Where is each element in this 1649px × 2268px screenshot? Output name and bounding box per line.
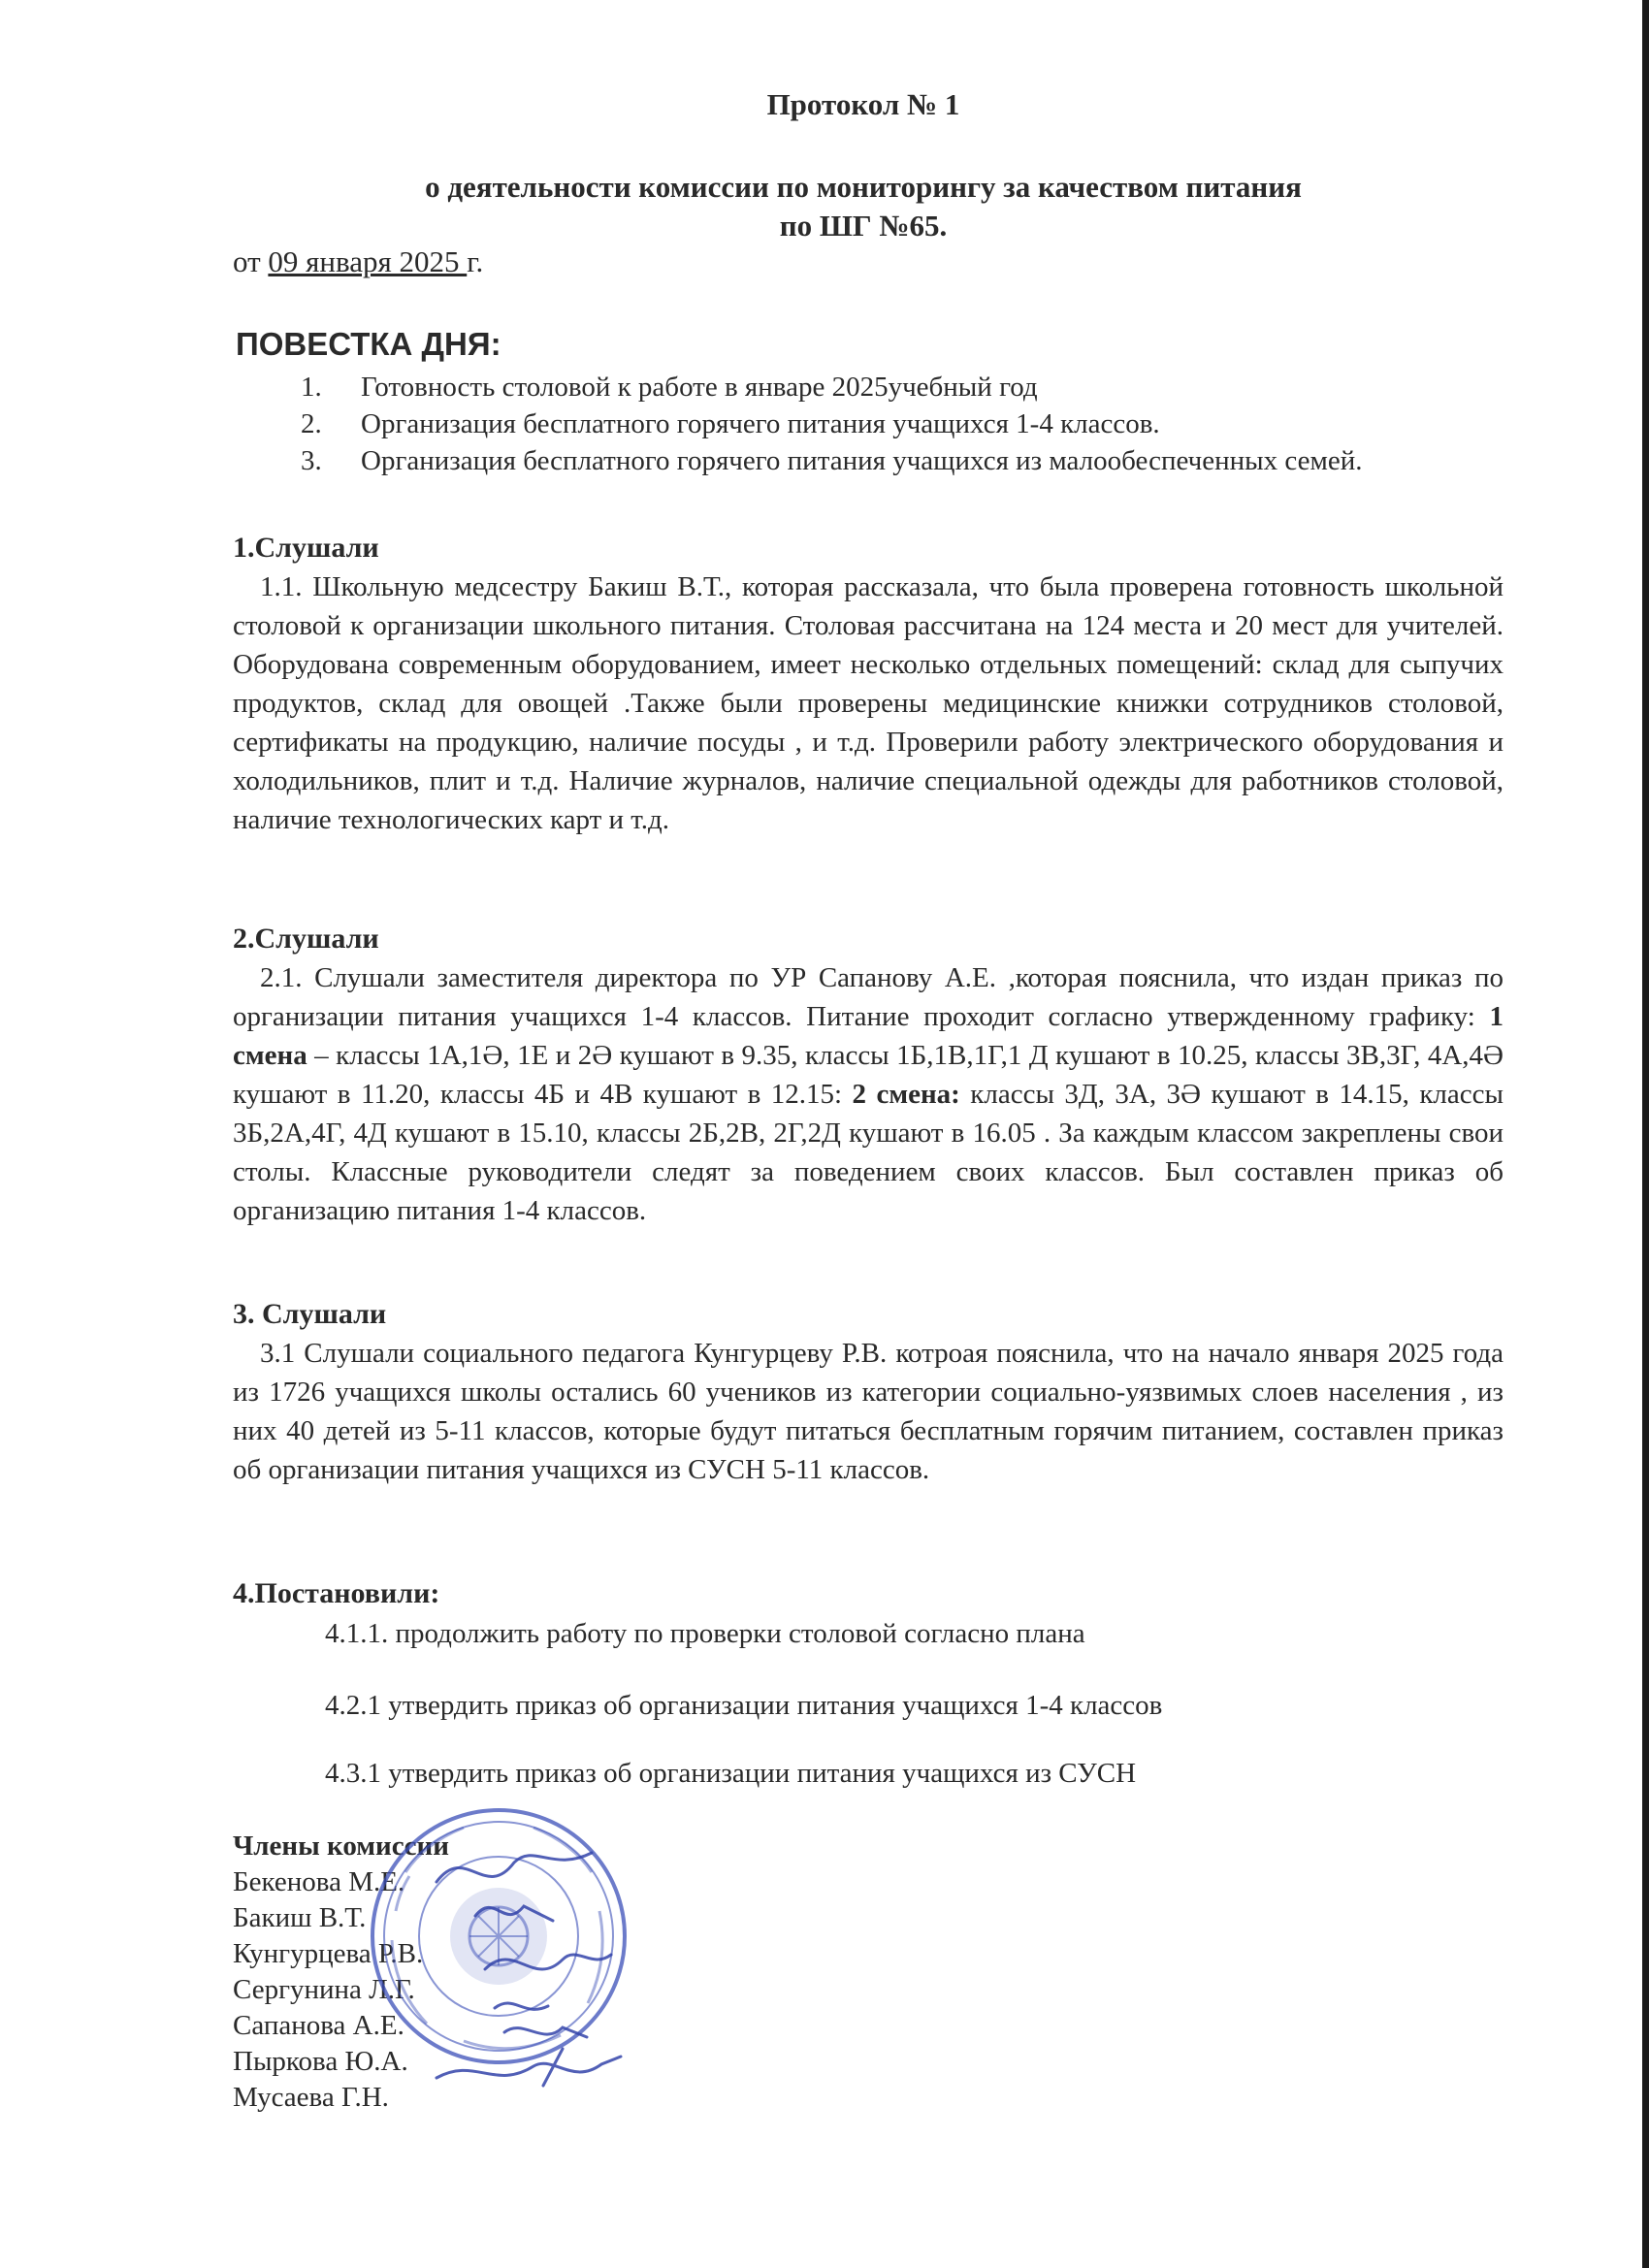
date-prefix: от: [233, 244, 261, 278]
section-2: [233, 920, 1504, 1230]
member-name: Мусаева Г.Н.: [233, 2082, 389, 2113]
agenda-list: [301, 369, 1465, 479]
member-name: Сергунина Л.Г.: [233, 1974, 415, 2005]
section-3: [233, 1295, 1504, 1489]
section-2-heading: 2.Слушали: [233, 923, 379, 955]
member-name: Сапанова А.Е.: [233, 2010, 404, 2041]
member-name: Кунгурцева Р.В.: [233, 1938, 424, 1969]
decision-item: 4.2.1 утвердить приказ об организации питания учащихся 1-4 классов: [325, 1690, 1163, 1721]
agenda-item: 2. Организация бесплатного горячего питания учащихся 1-4 классов.: [301, 408, 1160, 439]
document-date: [233, 244, 483, 279]
document-subtitle-school: по ШГ №65.: [779, 209, 948, 243]
section-3-text: 3.1 Слушали социального педагога Кунгурцеву Р.В. котроая пояснила, что на начало января 2025 года из 1726 учащихся школы остались 60 учеников из категории социально-уязвимых слоев населения , из них 40 детей из 5-11 классов, которые будут питаться бесплатным горячим питанием, составлен приказ об организации питания учащихся из СУСН 5-11 классов.: [233, 1338, 1504, 1485]
members-heading: Члены комиссии: [233, 1831, 449, 1862]
agenda-item: 3. Организация бесплатного горячего питания учащихся из малообеспеченных семей.: [301, 445, 1363, 476]
member-name: Пыркова Ю.А.: [233, 2046, 408, 2077]
member-name: Бекенова М.Е.: [233, 1866, 405, 1897]
member-name: Бакиш В.Т.: [233, 1902, 367, 1933]
shift-2-label: 2 смена:: [852, 1079, 960, 1110]
agenda-item: 1. Готовность столовой к работе в январе 2025учебный год: [301, 372, 1038, 403]
shift-1-label: 1 смена: [233, 1001, 1504, 1071]
scan-edge: [1642, 0, 1649, 2268]
decision-item: 4.1.1. продолжить работу по проверки столовой согласно плана: [325, 1618, 1085, 1649]
section-2-text: 2.1. Слушали заместителя директора по УР Сапанову А.Е. ,которая пояснила, что издан приказ по организации питания учащихся 1-4 классов. Питание проходит согласно утвержденному графику: 1 смена – классы 1А,1Ә, 1Е и 2Ә кушают в 9.35, классы 1Б,1В,1Г,1 Д кушают в 10.25, классы 3В,3Г, 4А,4Ә кушают в 11.20, классы 4Б и 4В кушают в 12.15: 2 смена: классы 3Д, 3А, 3Ә кушают в 14.15, классы 3Б,2А,4Г, 4Д кушают в 15.10, классы 2Б,2В, 2Г,2Д кушают в 16.05 . За каждым классом закреплены свои столы. Классные руководители следят за поведением своих классов. Был составлен приказ об организацию питания 1-4 классов.: [233, 962, 1504, 1226]
document-subtitle: о деятельности комиссии по мониторингу за качеством питания: [425, 170, 1302, 204]
section-3-heading: 3. Слушали: [233, 1298, 387, 1330]
decision-item: 4.3.1 утвердить приказ об организации питания учащихся из СУСН: [325, 1758, 1137, 1789]
section-1-text: 1.1. Школьную медсестру Бакиш В.Т., которая рассказала, что была проверена готовность школьной столовой к организации школьного питания. Столовая рассчитана на 124 места и 20 мест для учителей. Оборудована современным оборудованием, имеет несколько отдельных помещений: склад для сыпучих продуктов, склад для овощей .Также были проверены медицинские книжки сотрудников столовой, сертификаты на продукцию, наличие посуды , и т.д. Проверили работу электрического оборудования и холодильников, плит и т.д. Наличие журналов, наличие специальной одежды для работников столовой, наличие технологических карт и т.д.: [233, 571, 1504, 835]
date-value: 09 января 2025: [268, 244, 468, 278]
agenda-heading: ПОВЕСТКА ДНЯ:: [236, 326, 501, 362]
document-title: Протокол № 1: [766, 87, 960, 121]
section-1-heading: 1.Слушали: [233, 532, 379, 564]
section-4: [233, 1574, 1504, 1613]
section-4-heading: 4.Постановили:: [233, 1577, 440, 1609]
date-suffix: г.: [467, 244, 484, 278]
signatures: [417, 1824, 640, 2095]
section-1: [233, 529, 1504, 839]
